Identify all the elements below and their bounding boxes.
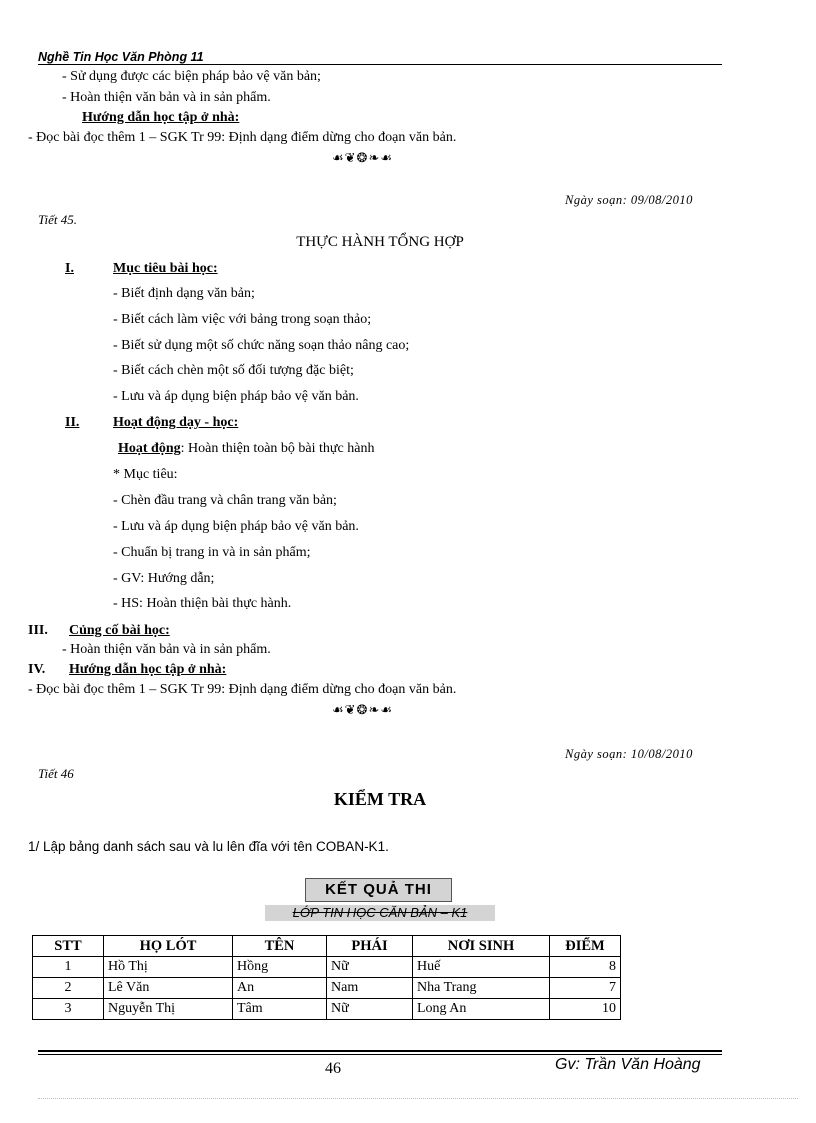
sec4-text: - Đọc bài đọc thêm 1 – SGK Tr 99: Định dạng điểm dừng cho đoạn văn bản. xyxy=(28,682,457,697)
cell: Long An xyxy=(413,999,550,1020)
goal-5: - HS: Hoàn thiện bài thực hành. xyxy=(113,596,292,611)
results-table xyxy=(32,935,621,1020)
sec3-title: Củng cố bài học: xyxy=(69,623,170,638)
table-row xyxy=(33,978,621,999)
goal-4: - GV: Hướng dẫn; xyxy=(113,571,215,586)
objective-1: - Biết định dạng văn bản; xyxy=(113,286,255,301)
objective-4: - Biết cách chèn một số đối tượng đặc biệt; xyxy=(113,363,354,378)
footer-rule-thin xyxy=(38,1054,722,1055)
col-header: NƠI SINH xyxy=(413,936,550,957)
cell: 1 xyxy=(33,957,104,978)
sec4-title: Hướng dẫn học tập ở nhà: xyxy=(69,662,227,677)
page-bottom-dotted-rule xyxy=(38,1098,798,1099)
cell: Nha Trang xyxy=(413,978,550,999)
sec1-number: I. xyxy=(65,261,74,276)
lesson45-title: THỰC HÀNH TỔNG HỢP xyxy=(296,234,464,250)
lesson46-tiet: Tiết 46 xyxy=(38,766,74,781)
header-rule xyxy=(38,64,722,65)
lesson46-date: Ngày soạn: 10/08/2010 xyxy=(565,747,693,761)
task-text: 1/ Lập bảng danh sách sau và lu lên đĩa với tên COBAN-K1. xyxy=(28,839,389,854)
sec2-number: II. xyxy=(65,415,80,430)
objective-5: - Lưu và áp dụng biện pháp bảo vệ văn bản. xyxy=(113,389,359,404)
activity-text: : Hoàn thiện toàn bộ bài thực hành xyxy=(180,441,375,456)
goal-3: - Chuẩn bị trang in và in sản phẩm; xyxy=(113,545,311,560)
objective-3: - Biết sử dụng một số chức năng soạn thảo nâng cao; xyxy=(113,338,410,353)
ornament-divider: ☙❦❂❧☙ xyxy=(332,702,393,717)
cell: Huế xyxy=(413,957,550,978)
homework-heading: Hướng dẫn học tập ở nhà: xyxy=(82,110,240,125)
activity-line xyxy=(118,440,374,458)
lesson45-tiet: Tiết 45. xyxy=(38,212,78,227)
sec3-text: - Hoàn thiện văn bản và in sản phẩm. xyxy=(62,642,271,657)
col-header: HỌ LÓT xyxy=(104,936,233,957)
teacher-name: Gv: Trần Văn Hoàng xyxy=(555,1056,701,1073)
sec4-number: IV. xyxy=(28,662,46,677)
page-number: 46 xyxy=(325,1060,341,1077)
cell: Nam xyxy=(327,978,413,999)
goal-1: - Chèn đầu trang và chân trang văn bản; xyxy=(113,493,337,508)
col-header: ĐIỂM xyxy=(550,936,621,957)
lesson45-date: Ngày soạn: 09/08/2010 xyxy=(565,193,693,207)
table-subtitle: LỚP TIN HỌC CĂN BẢN – K1 xyxy=(265,905,495,921)
sec2-title: Hoạt động dạy - học: xyxy=(113,415,239,430)
ornament-divider: ☙❦❂❧☙ xyxy=(332,150,393,165)
cell: Nguyễn Thị xyxy=(104,999,233,1020)
activity-label: Hoạt động xyxy=(118,441,181,456)
cell: 2 xyxy=(33,978,104,999)
sec3-number: III. xyxy=(28,623,48,638)
cell: An xyxy=(233,978,327,999)
cell: Hồ Thị xyxy=(104,957,233,978)
homework-text: - Đọc bài đọc thêm 1 – SGK Tr 99: Định dạng điểm dừng cho đoạn văn bản. xyxy=(28,130,457,145)
table-row xyxy=(33,957,621,978)
goals-label: * Mục tiêu: xyxy=(113,467,178,482)
cell: 7 xyxy=(550,978,621,999)
cell: Hồng xyxy=(233,957,327,978)
goal-2: - Lưu và áp dụng biện pháp bảo vệ văn bản. xyxy=(113,519,359,534)
col-header: PHÁI xyxy=(327,936,413,957)
top-line-2: - Hoàn thiện văn bản và in sản phẩm. xyxy=(62,90,271,105)
running-header: Nghề Tin Học Văn Phòng 11 xyxy=(38,50,204,64)
table-header-row xyxy=(33,936,621,957)
sec1-title: Mục tiêu bài học: xyxy=(113,261,218,276)
footer-rule-thick xyxy=(38,1050,722,1052)
col-header: STT xyxy=(33,936,104,957)
table-title: KẾT QUẢ THI xyxy=(305,878,452,902)
col-header: TÊN xyxy=(233,936,327,957)
lesson46-title: KIỂM TRA xyxy=(333,789,427,809)
cell: 10 xyxy=(550,999,621,1020)
cell: Nữ xyxy=(327,957,413,978)
cell: Tâm xyxy=(233,999,327,1020)
cell: 8 xyxy=(550,957,621,978)
table-row xyxy=(33,999,621,1020)
cell: Lê Văn xyxy=(104,978,233,999)
top-line-1: - Sử dụng được các biện pháp bảo vệ văn bản; xyxy=(62,69,321,84)
cell: Nữ xyxy=(327,999,413,1020)
cell: 3 xyxy=(33,999,104,1020)
objective-2: - Biết cách làm việc với bảng trong soạn thảo; xyxy=(113,312,372,327)
